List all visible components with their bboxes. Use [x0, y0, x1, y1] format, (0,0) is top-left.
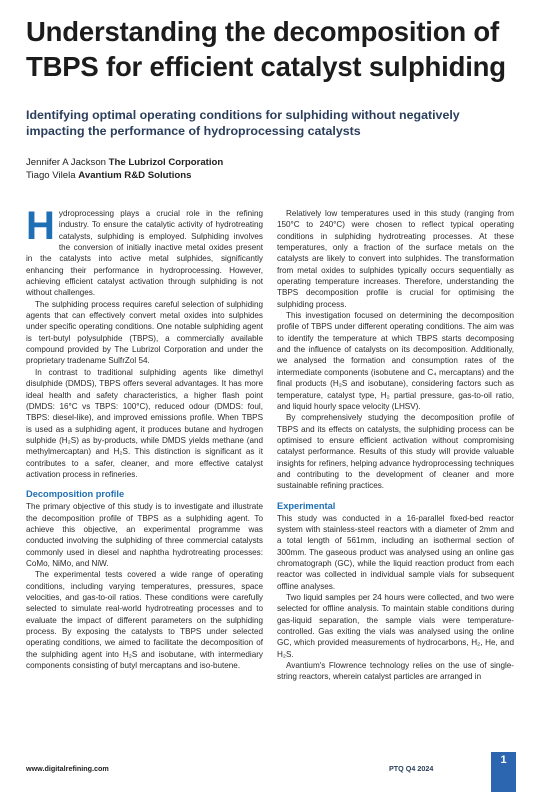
footer-website: www.digitalrefining.com — [26, 764, 109, 773]
section-heading-decomposition: Decomposition profile — [26, 489, 125, 500]
section-heading-experimental: Experimental — [277, 500, 336, 511]
author-line — [26, 156, 223, 169]
author-name: Tiago Vilela — [26, 170, 76, 181]
right-column — [277, 208, 514, 683]
paragraph: Two liquid samples per 24 hours were collected, and two were selected for offline analysis. To maintain stable conditions during gas-liquid separation, the sample vials were temperature-controlled. Gas exiting the vials was analysed using the online GC, which provided measurements of hydrocarbons, H₂, He, and H₂S. — [277, 593, 514, 659]
drop-cap: H — [26, 204, 55, 248]
author-name: Jennifer A Jackson — [26, 157, 106, 168]
author-org: Avantium R&D Solutions — [78, 170, 192, 181]
author-org: The Lubrizol Corporation — [108, 157, 224, 168]
paragraph: By comprehensively studying the decomposition profile of TBPS and its effects on catalysts, the sulphiding process can be optimised to ensure efficient activation without compromising catalyst performance. Results of this study will provide valuable insights for refiners, helping advance hydroprocessing techniques and contributing to the development of cleaner and more sustainable refining practices. — [277, 413, 514, 491]
left-column — [26, 204, 263, 671]
page-number: 1 — [500, 754, 507, 766]
paragraph-text: ydroprocessing plays a crucial role in the refining industry. To ensure the catalytic activity of hydrotreating catalysts, sulphiding is employed. Sulphiding involves the conversion of initially inactive metal oxides present in the catalysts into active metal sulphides, significantly enhancing their performance in hydroprocessing. However, achieving efficient catalyst activation through sulphiding is not without challenges. — [26, 209, 263, 298]
author-list — [26, 156, 223, 182]
paragraph: This study was conducted in a 16-parallel fixed-bed reactor system with stainless-steel reactors with a diameter of 2mm and a total length of 561mm, including an isothermal section of 300mm. The gaseous product was analysed using an online gas chromatograph (GC), while the liquid reaction product from each reactor was collected in individual sample vials for subsequent offline analyses. — [277, 513, 514, 591]
paragraph: The sulphiding process requires careful selection of sulphiding agents that can effectively convert metal oxides into sulphides under specific operating conditions. One notable sulphiding agent is tert-butyl polysulphide (TBPS), a commercially available compound provided by The Lubrizol Corporation and under the proprietary tradename SulfrZol 54. — [26, 299, 263, 366]
paragraph: The primary objective of this study is to investigate and illustrate the decomposition profile of TBPS as a sulphiding agent. To achieve this objective, an experimental programme was conducted involving the sulphiding of three commercial catalysts commonly used in diesel and naphtha hydrotreating processes: CoMo, NiMo, and NiW. — [26, 502, 263, 568]
page-number-tab — [491, 752, 516, 792]
footer-magazine-issue: PTQ Q4 2024 — [389, 764, 434, 773]
paragraph: Avantium's Flowrence technology relies on the use of single-string reactors, wherein catalyst particles are arranged in — [277, 661, 514, 682]
article-title: Understanding the decomposition of TBPS for efficient catalyst sulphiding — [26, 16, 506, 82]
paragraph: In contrast to traditional sulphiding agents like dimethyl disulphide (DMDS), TBPS offers several advantages. It has more ideal health and safety characteristics, a higher flash point (DMDS: 16°C vs TBPS: 100°C), reduced odour (DMDS: foul, TBPS: diesel-like), and improved emissions profile. When TBPS is used as a sulphiding agent, it produces butane and hydrogen sulphide (H₂S) as by-products, while DMDS yields methane (and methylmercaptan) and H₂S. This distinction is significant as it contributes to a safer, cleaner, and more effective catalyst activation process in refineries. — [26, 367, 263, 479]
author-line — [26, 169, 223, 182]
intro-paragraph — [26, 204, 263, 299]
paragraph: Relatively low temperatures used in this study (ranging from 150°C to 240°C) were chosen to reflect typical operating conditions in sulphiding hydrotreating processes. At these temperatures, only a fraction of the surface metals on the catalysts are likely to convert into sulphides. The transformation from metal oxides to sulphides typically occurs sequentially as operating temperature increases. Therefore, understanding the TBPS decomposition profile is crucial for optimising the sulphiding process. — [277, 209, 514, 309]
article-subtitle: Identifying optimal operating conditions for sulphiding without negatively impacting the performance of hydroprocessing catalysts — [26, 108, 460, 138]
paragraph: This investigation focused on determining the decomposition profile of TBPS under different operating conditions. The aim was to identify the temperature at which TBPS starts decomposing and the influence of catalysts on its decomposition. Additionally, we analysed the formation and consumption rates of the intermediate components (isobutene and C₄ mercaptans) and the final products (H₂S and isobutane), considering factors such as temperature, catalyst type, H₂ partial pressure, gas-to-oil ratio, and liquid hourly space velocity (LHSV). — [277, 311, 514, 411]
paragraph: The experimental tests covered a wide range of operating conditions, including varying temperatures, pressures, space velocities, and gas-to-oil ratios. These conditions were carefully selected to simulate real-world hydrotreating processes and to evaluate the impact of different parameters on the sulphiding process. By exposing the catalysts to TBPS under selected operating conditions, we aimed to facilitate the decomposition of the sulphiding agent into H₂S and isobutane, with intermediary components consisting of butyl mercaptans and iso-butene. — [26, 570, 263, 671]
